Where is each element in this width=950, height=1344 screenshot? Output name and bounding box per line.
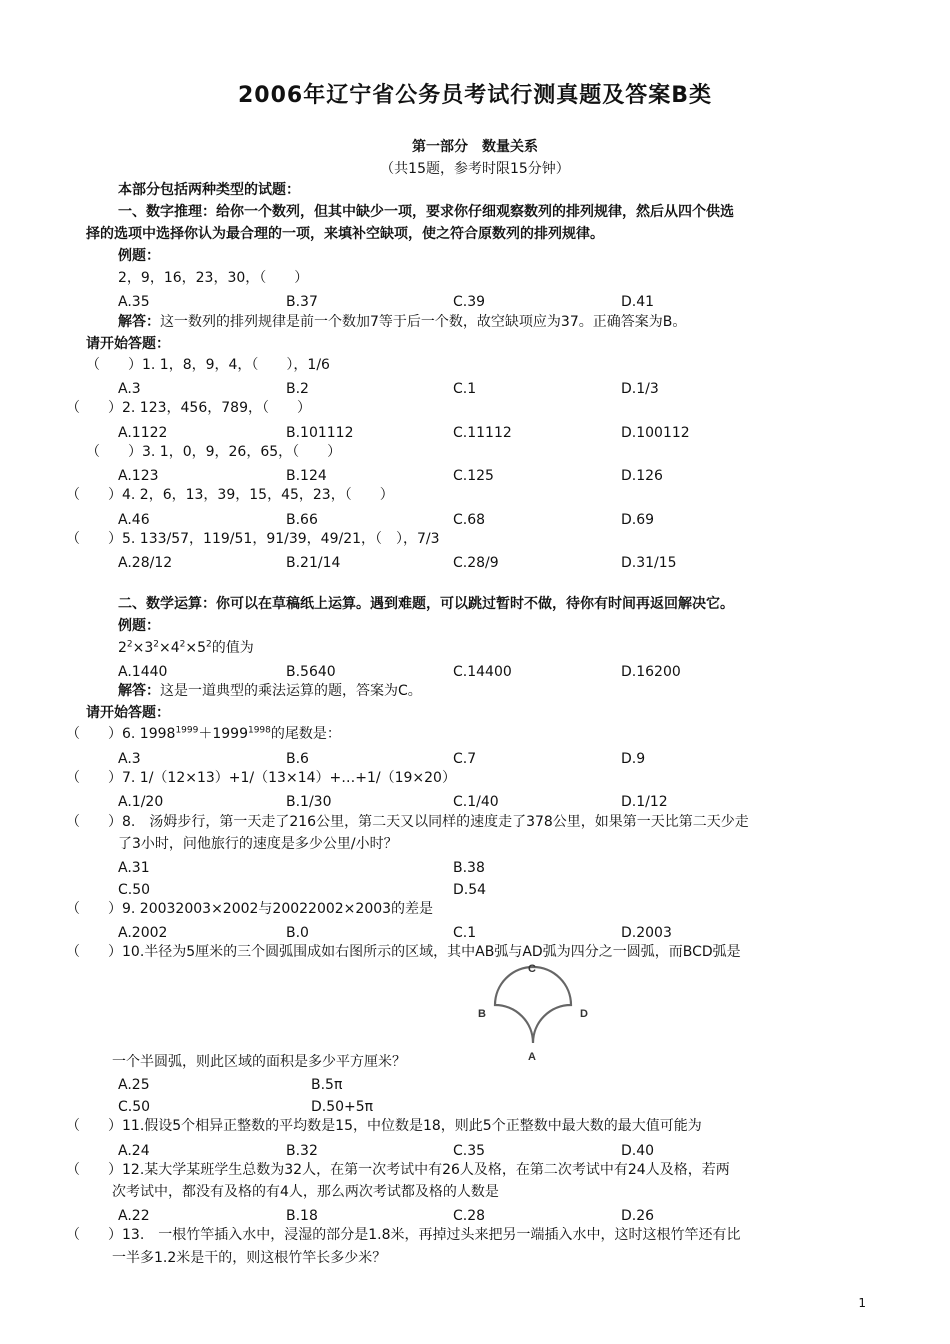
- question-1-stem: （ ）1. 1，8，9，4，（ ），1/6: [86, 357, 330, 373]
- example1-option-a: A.35: [118, 294, 150, 310]
- arc-region-figure: [470, 960, 600, 1064]
- question-7-option-d: D.1/12: [621, 794, 668, 810]
- example1-option-b: B.37: [286, 294, 318, 310]
- question-3-option-a: A.123: [118, 468, 159, 484]
- q6-part-c: 的尾数是：: [270, 726, 341, 742]
- ex2-exp: 2: [126, 639, 133, 650]
- question-12-option-b: B.18: [286, 1208, 318, 1224]
- ex2-suffix: 的值为: [211, 640, 254, 656]
- example-label: 例题：: [118, 248, 160, 264]
- question-7-option-b: B.1/30: [286, 794, 332, 810]
- s1-instruction-1: 一、数字推理：给你一个数列，但其中缺少一项，要求你仔细观察数列的排列规律，然后从四个供选: [118, 204, 734, 220]
- s2-instruction: 二、数学运算：你可以在草稿纸上运算。遇到难题，可以跳过暂时不做，待你有时间再返回解决它。: [118, 596, 734, 612]
- question-13-stem: （ ）13. 一根竹竿插入水中，浸湿的部分是1.8米，再掉过头来把另一端插入水中，这时这根竹竿还有比: [66, 1227, 741, 1243]
- question-8-stem-2: 了3小时，问他旅行的速度是多少公里/小时？: [118, 836, 398, 852]
- ex2-exp: 2: [206, 639, 212, 650]
- question-12-option-c: C.28: [453, 1208, 486, 1224]
- question-6-option-b: B.6: [286, 751, 309, 767]
- arc-region-outline: [495, 967, 571, 1043]
- question-7-option-c: C.1/40: [453, 794, 499, 810]
- ex2-term-d: ×5: [185, 640, 207, 656]
- question-9-option-b: B.0: [286, 925, 309, 941]
- question-4-option-b: B.66: [286, 512, 318, 528]
- answer-label: 解答：: [118, 683, 160, 699]
- question-3-option-d: D.126: [621, 468, 663, 484]
- question-11-option-a: A.24: [118, 1143, 150, 1159]
- answer-text: 这一数列的排列规律是前一个数加7等于后一个数，故空缺项应为37。正确答案为B。: [160, 314, 687, 330]
- q6-part-a: （ ）6. 1998: [66, 726, 176, 742]
- question-1-option-d: D.1/3: [621, 381, 659, 397]
- question-2-option-c: C.11112: [453, 425, 512, 441]
- ex2-base: 2: [118, 640, 127, 656]
- question-4-stem: （ ）4. 2，6，13，39，15，45，23，（ ）: [66, 487, 394, 503]
- example2-option-b: B.5640: [286, 664, 336, 680]
- question-2-option-a: A.1122: [118, 425, 168, 441]
- question-11-option-b: B.32: [286, 1143, 318, 1159]
- example2-option-d: D.16200: [621, 664, 681, 680]
- question-1-option-b: B.2: [286, 381, 309, 397]
- question-3-stem: （ ）3. 1，0，9，26，65，（ ）: [86, 444, 342, 460]
- label-a: A: [528, 1051, 536, 1063]
- begin-label: 请开始答题：: [86, 336, 170, 352]
- question-11-option-c: C.35: [453, 1143, 486, 1159]
- section-heading: 第一部分 数量关系: [412, 139, 538, 155]
- example2-option-a: A.1440: [118, 664, 168, 680]
- begin-label-2: 请开始答题：: [86, 705, 170, 721]
- question-8-option-d: D.54: [453, 882, 487, 898]
- question-5-option-a: A.28/12: [118, 555, 173, 571]
- question-12-stem-2: 次考试中，都没有及格的有4人，那么两次考试都及格的人数是: [112, 1184, 499, 1200]
- label-d: D: [580, 1008, 588, 1020]
- question-6-stem: [66, 724, 341, 744]
- question-5-option-b: B.21/14: [286, 555, 341, 571]
- question-3-option-c: C.125: [453, 468, 494, 484]
- ex2-term-b: ×3: [132, 640, 154, 656]
- answer-label: 解答：: [118, 314, 160, 330]
- question-5-option-d: D.31/15: [621, 555, 677, 571]
- question-7-option-a: A.1/20: [118, 794, 164, 810]
- example1-answer: [118, 312, 686, 332]
- question-12-stem: （ ）12.某大学某班学生总数为32人，在第一次考试中有26人及格，在第二次考试中有24人及格，若两: [66, 1162, 730, 1178]
- question-8-option-c: C.50: [118, 882, 151, 898]
- label-b: B: [478, 1008, 486, 1020]
- question-13-stem-2: 一半多1.2米是干的，则这根竹竿长多少米？: [112, 1250, 387, 1266]
- example2-answer: [118, 681, 422, 701]
- question-8-option-b: B.38: [453, 860, 485, 876]
- question-1-option-c: C.1: [453, 381, 477, 397]
- question-7-stem: （ ）7. 1/（12×13）+1/（13×14）+…+1/（19×20）: [66, 770, 456, 786]
- q6-exp-1: 1999: [175, 725, 199, 736]
- question-10-stem-2: 一个半圆弧，则此区域的面积是多少平方厘米？: [112, 1054, 406, 1070]
- label-c: C: [528, 963, 536, 975]
- question-12-option-d: D.26: [621, 1208, 655, 1224]
- question-4-option-c: C.68: [453, 512, 486, 528]
- answer-text: 这是一道典型的乘法运算的题，答案为C。: [160, 683, 422, 699]
- page-number: 1: [858, 1296, 866, 1310]
- intro-text: 本部分包括两种类型的试题：: [118, 182, 300, 198]
- question-6-option-a: A.3: [118, 751, 141, 767]
- question-6-option-d: D.9: [621, 751, 646, 767]
- question-10-option-c: C.50: [118, 1099, 151, 1115]
- ex2-exp: 2: [153, 639, 160, 650]
- section-subheading: （共15题，参考时限15分钟）: [380, 161, 570, 177]
- question-10-option-a: A.25: [118, 1077, 150, 1093]
- question-10-option-d: D.50+5π: [311, 1099, 374, 1115]
- question-1-option-a: A.3: [118, 381, 141, 397]
- example1-option-d: D.41: [621, 294, 655, 310]
- example1-option-c: C.39: [453, 294, 486, 310]
- question-10-option-b: B.5π: [311, 1077, 343, 1093]
- s1-instruction-2: 择的选项中选择你认为最合理的一项，来填补空缺项，使之符合原数列的排列规律。: [86, 226, 604, 242]
- question-11-stem: （ ）11.假设5个相异正整数的平均数是15，中位数是18，则此5个正整数中最大数的最大值可能为: [66, 1118, 702, 1134]
- question-10-stem: （ ）10.半径为5厘米的三个圆弧围成如右图所示的区域，其中AB弧与AD弧为四分之一圆弧，而BCD弧是: [66, 944, 741, 960]
- question-2-option-d: D.100112: [621, 425, 690, 441]
- question-9-option-c: C.1: [453, 925, 477, 941]
- question-12-option-a: A.22: [118, 1208, 150, 1224]
- question-4-option-d: D.69: [621, 512, 655, 528]
- example1-question: 2，9，16，23，30，（ ）: [118, 270, 309, 286]
- q6-exp-2: 1998: [247, 725, 271, 736]
- example2-question: [118, 638, 254, 658]
- question-9-option-a: A.2002: [118, 925, 168, 941]
- question-6-option-c: C.7: [453, 751, 477, 767]
- question-5-stem: （ ）5. 133/57，119/51，91/39，49/21，（ ），7/3: [66, 531, 440, 547]
- question-5-option-c: C.28/9: [453, 555, 499, 571]
- question-11-option-d: D.40: [621, 1143, 655, 1159]
- example-label-2: 例题：: [118, 618, 160, 634]
- ex2-exp: 2: [179, 639, 186, 650]
- question-9-option-d: D.2003: [621, 925, 672, 941]
- question-8-stem: （ ）8. 汤姆步行，第一天走了216公里，第二天又以同样的速度走了378公里，如果第一天比第二天少走: [66, 814, 749, 830]
- question-2-stem: （ ）2. 123，456，789，（ ）: [66, 400, 311, 416]
- question-3-option-b: B.124: [286, 468, 327, 484]
- q6-part-b: ＋1999: [198, 726, 248, 742]
- question-2-option-b: B.101112: [286, 425, 354, 441]
- example2-option-c: C.14400: [453, 664, 512, 680]
- question-8-option-a: A.31: [118, 860, 150, 876]
- question-4-option-a: A.46: [118, 512, 150, 528]
- document-title: 2006年辽宁省公务员考试行测真题及答案B类: [237, 83, 712, 108]
- question-9-stem: （ ）9. 20032003×2002与20022002×2003的差是: [66, 901, 434, 917]
- ex2-term-c: ×4: [159, 640, 180, 656]
